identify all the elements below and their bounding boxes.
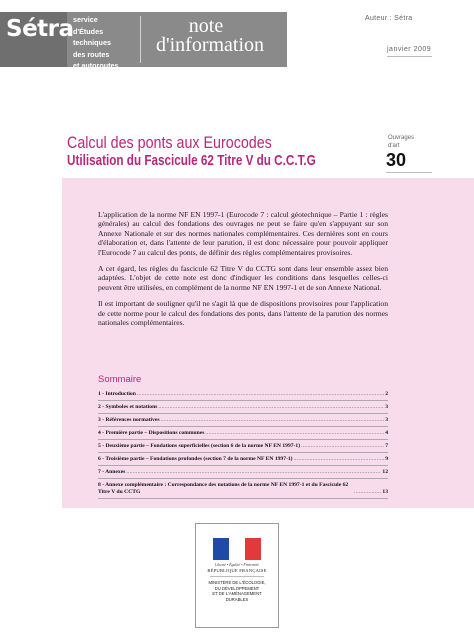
flag-red-band	[245, 538, 261, 560]
toc-item-label: 3 - Références normatives	[98, 417, 160, 423]
republic-motto: Liberté • Égalité • Fraternité	[215, 563, 259, 567]
toc-leader	[205, 430, 384, 437]
paragraph: A cet égard, les règles du fascicule 62 Titre V du CCTG sont dans leur ensemble assez bien adaptées. L'objet de cette note est donc d'indiquer les conditions dans lesquelles celles-ci peuvent être utilisées, en complément de la norme NF EN 1997-1 et de son Annexe National.	[98, 264, 388, 292]
paragraph: L'application de la norme NF EN 1997-1 (Eurocode 7 : calcul géotechnique – Partie 1 : règles générales) au calcul des fondations des ouvrages ne peut se faire qu'en s'appuyant sur son Annexe Nationale et sur des normes nationales complémentaires. Ces dernières sont en cours d'élaboration et, dans l'attente de leur parution, il est donc nécessaire pour pouvoir appliquer l'Eurocode 7 au calcul des ponts, de définir des règles complémentaires provisoires.	[98, 210, 388, 257]
toc-item-label: 4 - Première partie – Dispositions communes	[98, 430, 205, 436]
author-label: Auteur : Sétra	[365, 15, 413, 22]
toc-item[interactable]	[98, 401, 388, 414]
toc-item[interactable]	[98, 453, 388, 466]
toc-item-label: 5 - Deuxième partie – Fondations superficielles (section 6 de la norme NF EN 1997-1)	[98, 443, 301, 449]
toc-item[interactable]	[98, 440, 388, 453]
header-divider	[140, 16, 141, 63]
republic-name: RÉPUBLIQUE FRANÇAISE	[207, 568, 267, 573]
french-flag-icon	[213, 538, 261, 560]
publication-date: janvier 2009	[387, 46, 432, 53]
logo-text: Sétra	[6, 16, 74, 42]
toc-item[interactable]	[98, 388, 388, 401]
toc-item-page: 12	[382, 469, 388, 475]
series-label-line: d'art	[388, 143, 400, 149]
doc-type-line: note	[188, 15, 224, 37]
toc-leader	[161, 417, 385, 424]
toc-item-page: 4	[385, 430, 388, 436]
toc-item[interactable]	[98, 466, 388, 479]
doc-type-line: d'information	[156, 34, 265, 56]
document-title: Calcul des ponts aux Eurocodes	[67, 133, 272, 152]
flag-blue-band	[213, 538, 229, 560]
toc-leader	[301, 443, 384, 450]
toc-leader	[126, 469, 381, 476]
flag-white-band	[229, 538, 245, 560]
toc-item-page: 7	[385, 443, 388, 449]
ministry-divider	[210, 576, 264, 577]
org-line: service d'Études	[73, 15, 104, 36]
toc-item-page: 3	[385, 417, 388, 423]
organization-name	[73, 14, 129, 72]
ministry-name-line: DU DÉVELOPPEMENT	[214, 585, 260, 591]
ministry-logo	[195, 523, 279, 628]
org-line: des routes	[73, 49, 110, 59]
sommaire-heading: Sommaire	[98, 374, 142, 385]
toc-item-label: 2 - Symboles et notations	[98, 404, 158, 410]
series-label-line: Ouvrages	[388, 135, 415, 141]
toc-item-page: 13	[382, 489, 388, 495]
toc-leader	[137, 391, 384, 398]
document-subtitle: Utilisation du Fascicule 62 Titre V du C.C.T.G	[67, 152, 316, 169]
toc-item-label: 1 - Introduction	[98, 391, 136, 397]
toc-item[interactable]	[98, 427, 388, 440]
header-band	[0, 12, 287, 70]
ministry-name	[198, 580, 276, 602]
ministry-name-line: ET DE L'AMÉNAGEMENT	[212, 591, 262, 597]
ministry-name-line: DURABLES	[225, 596, 249, 602]
toc-item-page: 3	[385, 404, 388, 410]
paragraph: Il est important de souligner qu'il ne s'agit là que de dispositions provisoires pour l'application de cette norme pour le calcul des fondations des ponts, dans l'attente de la parution des normes nationales complémentaires.	[98, 299, 388, 328]
org-line: et autoroutes	[73, 61, 119, 70]
toc-item-label: 7 - Annexes	[98, 469, 126, 475]
date-divider	[387, 56, 432, 57]
toc-leader	[158, 404, 384, 411]
toc-item-label: 6 - Troisième partie – Fondations profondes (section 7 de la norme NF EN 1997-1)	[98, 456, 293, 462]
toc-item-label: 8 - Annexe complémentaire : Correspondance des notations de la norme NF EN 1997-1 et du Fascicule 62 Titre V du CCTG	[98, 482, 354, 496]
number-divider	[386, 172, 432, 173]
series-label	[388, 134, 428, 150]
document-number: 30	[386, 150, 407, 170]
org-line: techniques	[73, 38, 111, 47]
toc-item-page: 2	[385, 391, 388, 397]
toc-item-page: 9	[385, 456, 388, 462]
setra-logo	[0, 12, 74, 67]
document-type	[156, 15, 265, 56]
introduction-text	[98, 210, 388, 334]
toc-item[interactable]	[98, 479, 388, 499]
toc-leader	[354, 489, 381, 496]
table-of-contents	[98, 388, 388, 499]
toc-item[interactable]	[98, 414, 388, 427]
ministry-name-line: MINISTÈRE DE L'ÉCOLOGIE,	[208, 580, 266, 585]
toc-leader	[294, 456, 385, 463]
